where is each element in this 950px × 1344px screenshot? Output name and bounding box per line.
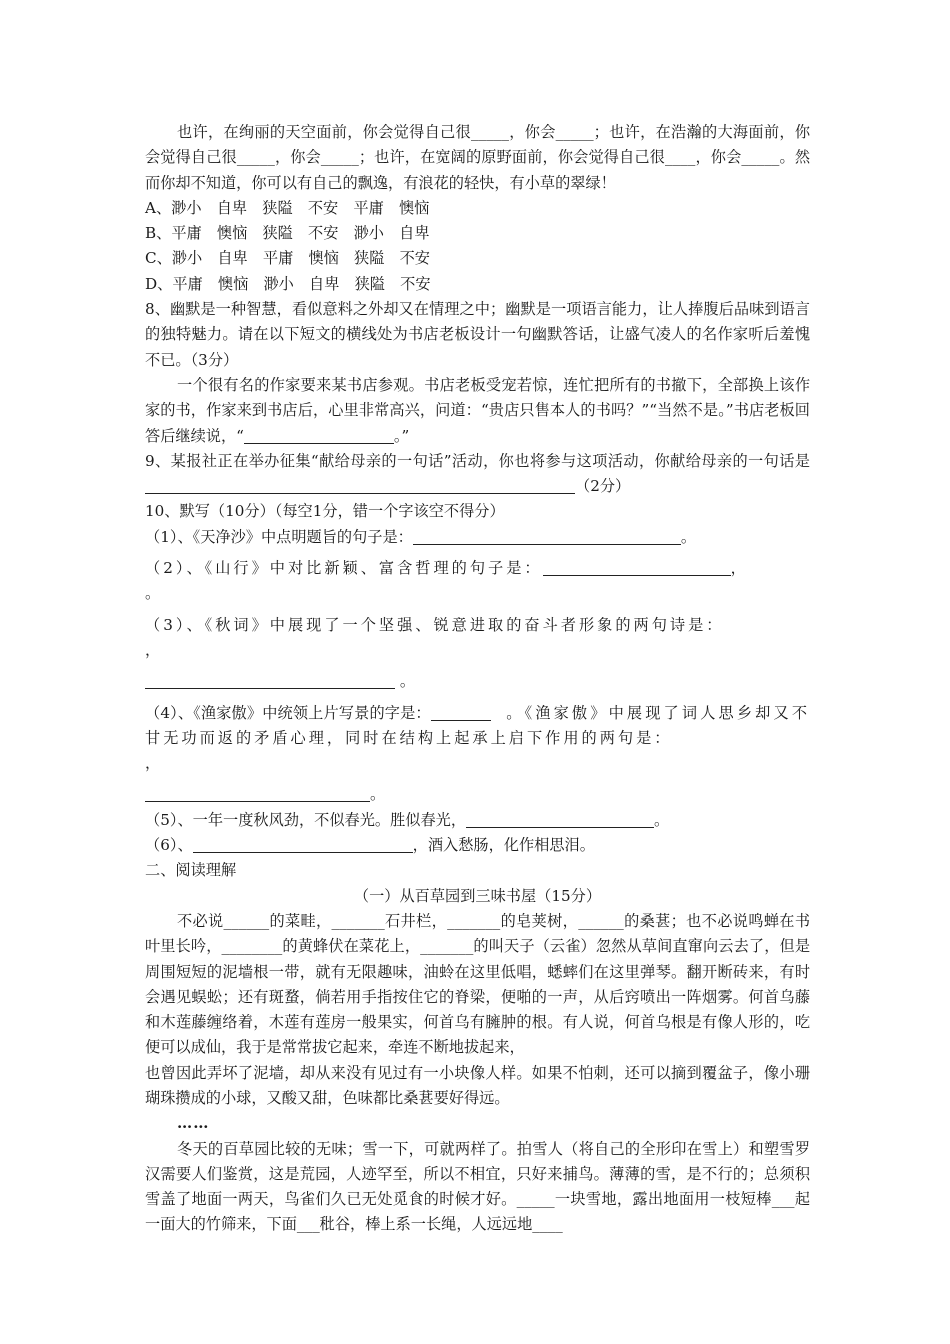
q10-item2 [145,556,810,581]
q10-item3-blank[interactable] [145,671,395,689]
q10-item2-comma: ， [730,559,749,578]
q10-item3-period: 。 [399,672,416,691]
reading-para3: 冬天的百草园比较的无味；雪一下，可就两样了。拍雪人（将自己的全形印在雪上）和塑雪罗汉需要人们鉴赏，这是荒园，人迹罕至，所以不相宜，只好来捕鸟。薄薄的雪，是不行的；总须积雪盖了地面一两天，鸟雀们久已无处觅食的时候才好。_____一块雪地，露出地面用一枝短棒___起一面大的竹筛来，下面___秕谷，棒上系一长绳，人远远地____ [145,1139,810,1234]
q10-item2-blank[interactable] [543,558,731,576]
q10-item6-post: ，酒入愁肠，化作相思泪。 [412,836,595,855]
q10-item4-line [145,782,810,807]
q10-item4 [145,701,810,752]
q10-item6-blank[interactable] [193,835,413,853]
q10-item1-period: 。 [680,527,697,546]
q10-item2-text: （2）、《山行》中对比新颖、富含哲理的句子是： [145,559,543,578]
option-a: A、渺小 自卑 狭隘 不安 平庸 懊恼 [145,198,430,217]
q9-question [145,449,810,500]
q10-item1 [145,525,810,550]
q10-item1-text: （1）、《天净沙》中点明题旨的句子是： [145,527,413,546]
reading-ellipsis: …… [177,1114,210,1133]
q10-item4-text-b: 。《渔家傲》中展现了词人思乡却又不甘无功而返的矛盾心理，同时在结构上起承上启下作用的两句是： [145,703,811,747]
options-list [145,196,810,297]
option-b: B、平庸 懊恼 狭隘 不安 渺小 自卑 [145,224,430,243]
q9-score: （2分） [575,477,631,496]
q10-item5-blank[interactable] [466,810,654,828]
q8-answer-blank[interactable] [244,426,394,444]
q10-item3: （3）、《秋词》中展现了一个坚强、锐意进取的奋斗者形象的两句诗是： [145,615,725,634]
q8-story-end: 。” [393,426,410,445]
q9-answer-blank[interactable] [145,476,575,494]
reading-para2: 也曾因此弄坏了泥墙，却从来没有见过有一小块像人样。如果不怕刺，还可以摘到覆盆子，像小珊瑚珠攒成的小球，又酸又甜，色味都比桑葚要好得远。 [145,1063,810,1107]
reading-para1: 不必说______的菜畦，_______石井栏，_______的皂荚树，______的桑葚；也不必说鸣蝉在书叶里长吟，________的黄蜂伏在菜花上，_______的叫天子（云雀）忽然从草间直窜向云去了，但是周围短短的泥墙根一带，就有无限趣味，油蛉在这里低唱，蟋蟀们在这里弹琴。翻开断砖来，有时会遇见蜈蚣；还有斑蝥，倘若用手指按住它的脊梁，便啪的一声，从后窍喷出一阵烟雾。何首乌藤和木莲藤缠络着，木莲有莲房一般果实，何首乌有臃肿的根。有人说，何首乌根是有像人形的，吃便可以成仙，我于是常常拔它起来，牵连不断地拔起来， [145,911,810,1057]
q10-item4-text-a: （4）、《渔家傲》中统领上片写景的字是： [145,703,431,722]
q10-item4-blank-lines[interactable] [145,784,370,802]
section2-heading: 二、阅读理解 [145,861,237,880]
q10-item4-comma: ， [145,754,161,773]
q10-item2-end: 。 [145,584,161,603]
q10-item1-blank[interactable] [413,527,681,545]
option-c: C、渺小 自卑 平庸 懊恼 狭隘 不安 [145,249,430,268]
q10-item5-text: （5）、一年一度秋风劲，不似春光。胜似春光， [145,810,467,829]
q10-item6 [145,833,810,858]
q10-item4-period: 。 [370,785,386,804]
q10-title: 10、默写（10分）（每空1分，错一个字该空不得分） [145,502,505,521]
q9-prompt: 9、某报社正在举办征集“献给母亲的一句话”活动，你也将参与这项活动，你献给母亲的一句话是 [145,451,810,470]
option-d: D、平庸 懊恼 渺小 自卑 狭隘 不安 [145,274,431,293]
q8-prompt: 8、幽默是一种智慧，看似意料之外却又在情理之中；幽默是一项语言能力，让人捧腹后品味到语言的独特魅力。请在以下短文的横线处为书店老板设计一句幽默答话，让盛气凌人的名作家听后羞愧不已。（3分） [145,300,810,369]
q10-item4-blank-word[interactable] [431,703,491,721]
q8-story [145,373,810,449]
section2-subtitle: （一）从百草园到三味书屋（15分） [353,886,602,905]
q10-item6-pre: （6）、 [145,836,193,855]
q10-item3-line [145,669,810,694]
document-page [145,120,810,1238]
q8-story-text: 一个很有名的作家要来某书店参观。书店老板受宠若惊，连忙把所有的书撤下，全部换上该作家的书，作家来到书店后，心里非常高兴，问道：“贵店只售本人的书吗？”“当然不是。”书店老板回答后继续说，“ [145,375,810,445]
q10-item5 [145,808,810,833]
intro-paragraph: 也许，在绚丽的天空面前，你会觉得自己很_____，你会_____；也许，在浩瀚的大海面前，你会觉得自己很_____，你会_____；也许，在宽阔的原野面前，你会觉得自己很____，你会_____。然而你却不知道，你可以有自己的飘逸，有浪花的轻快，有小草的翠绿！ [145,123,810,192]
q10-item3-comma: ， [145,640,161,659]
q10-item5-period: 。 [654,810,670,829]
